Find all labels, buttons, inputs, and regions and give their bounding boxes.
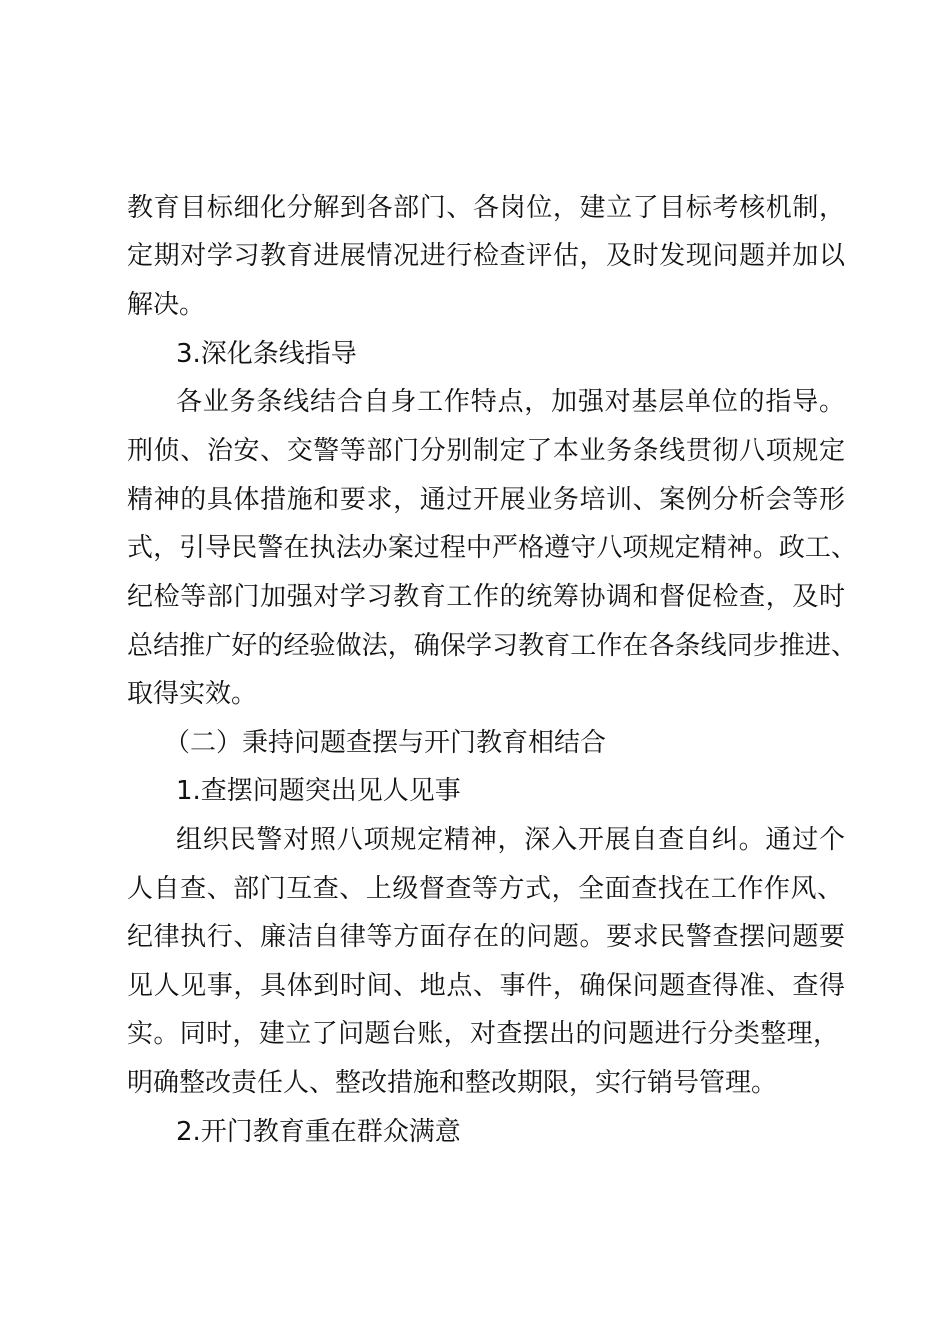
body-text-line: 纪检等部门加强对学习教育工作的统筹协调和督促检查，及时	[127, 582, 845, 612]
body-text-line: 各业务条线结合自身工作特点，加强对基层单位的指导。	[176, 387, 845, 417]
body-text-line: 教育目标细化分解到各部门、各岗位，建立了目标考核机制，	[127, 193, 845, 223]
body-text-line: 组织民警对照八项规定精神，深入开展自查自纠。通过个	[176, 825, 845, 855]
subheading: 3.深化条线指导	[176, 339, 357, 369]
body-text-line: 纪律执行、廉洁自律等方面存在的问题。要求民警查摆问题要	[127, 922, 845, 952]
body-text-line: 式，引导民警在执法办案过程中严格遵守八项规定精神。政工、	[127, 533, 857, 563]
body-text-line: 取得实效。	[127, 679, 258, 709]
body-text-line: 解决。	[127, 290, 206, 320]
body-text-line: 刑侦、治安、交警等部门分别制定了本业务条线贯彻八项规定	[127, 436, 845, 466]
body-text-line: 实。同时，建立了问题台账，对查摆出的问题进行分类整理，	[127, 1019, 839, 1049]
body-text-line: 定期对学习教育进展情况进行检查评估，及时发现问题并加以	[127, 241, 845, 271]
body-text-line: 人自查、部门互查、上级督查等方式，全面查找在工作作风、	[127, 874, 843, 904]
body-text-line: 明确整改责任人、整改措施和整改期限，实行销号管理。	[127, 1068, 778, 1098]
subheading: 2.开门教育重在群众满意	[176, 1117, 461, 1147]
section-heading: （二）秉持问题查摆与开门教育相结合	[164, 728, 607, 758]
body-text-line: 见人见事，具体到时间、地点、事件，确保问题查得准、查得	[127, 971, 845, 1001]
body-text-line: 总结推广好的经验做法，确保学习教育工作在各条线同步推进、	[127, 631, 857, 661]
subheading: 1.查摆问题突出见人见事	[176, 776, 461, 806]
body-text-line: 精神的具体措施和要求，通过开展业务培训、案例分析会等形	[127, 485, 845, 515]
